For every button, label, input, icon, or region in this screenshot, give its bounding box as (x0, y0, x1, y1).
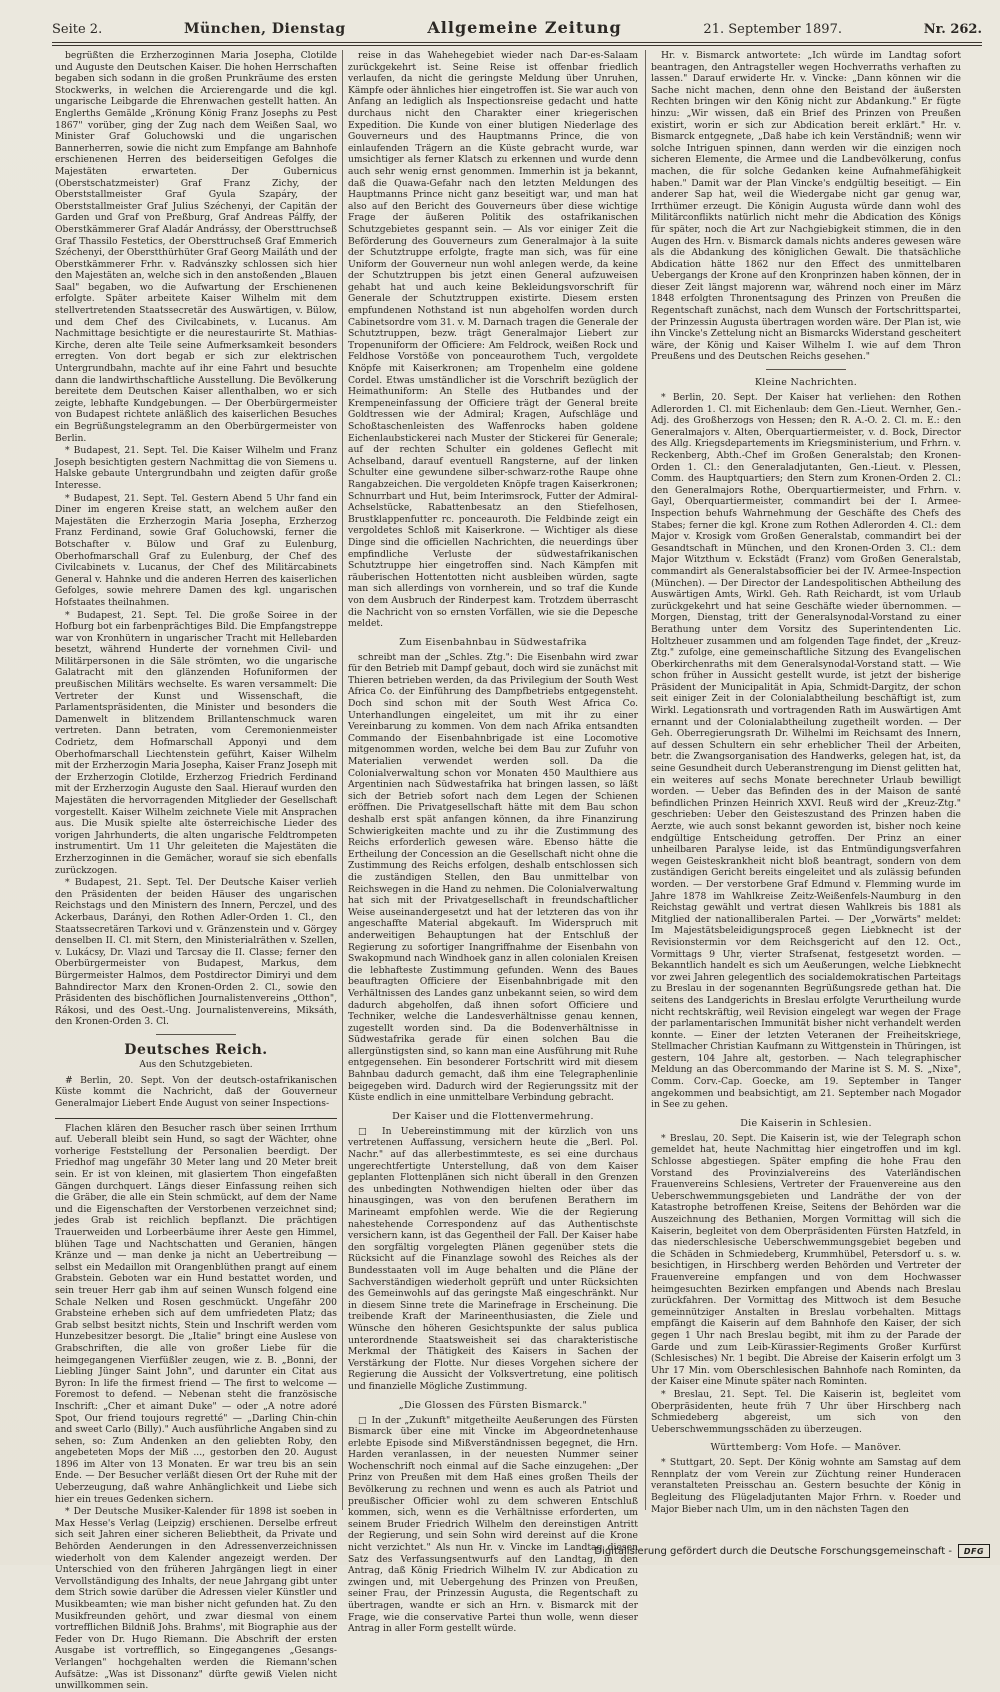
article-paragraph: * Budapest, 21. Sept. Tel. Gestern Abend 5 Uhr fand ein Diner im engeren Kreise statt, an welchem außer den Majestäten die Erzherzogin Maria Josepha, Erzherzog Franz Ferdinand, sowie Graf Goluchowski, ferner die Botschafter v. Bülow und Graf zu Eulenburg, Oberhofmarschall Graf zu Eulenburg, der Chef des Civilcabinets v. Lucanus, der Chef des Militärcabinets General v. Hahnke und die anderen Herren des kaiserlichen Gefolges, sowie mehrere Damen des kgl. ungarischen Hofstaates theilnahmen. (55, 492, 337, 608)
page-number: Seite 2. (52, 22, 103, 37)
issue-number: Nr. 262. (923, 22, 982, 37)
article-paragraph: * Stuttgart, 20. Sept. Der König wohnte am Samstag auf dem Rennplatz der vom Verein zur Züchtung reiner Hunderacen veranstalteten Preisschau an. Gestern besuchte der König in Begleitung des Flügeladjutanten Major Frhrn. v. Roeder und Major Bieber nach Ulm, um in den nächsten Tagen den (651, 1457, 961, 1515)
article-paragraph: reise in das Wahehegebiet wieder nach Dar-es-Salaam zurückgekehrt ist. Seine Reise ist offenbar friedlich verlaufen, da nicht die geringste Meldung über Unruhen, Kämpfe oder ähnliches hier eingetroffen ist. Sie war auch von Anfang an lediglich als Inspectionsreise gedacht und hatte durchaus nicht den Charakter einer kriegerischen Expedition. Die Kunde von einer blutigen Niederlage des Gouverneurs und des Hauptmanns Prince, die von einlaufenden Trägern an die Küste gebracht wurde, war umsichtiger als ferner Klatsch zu erkennen und wurde denn auch sehr wenig ernst genommen. Immerhin ist ja bekannt, daß die Quawa-Gefahr nach den letzten Meldungen des Hauptmanns Prince nicht ganz beseitigt war, und man hat also auf den Bericht des Gouverneurs über diese wichtige Frage der äußeren Politik des ostafrikanischen Schutzgebietes gespannt sein. — Als vor einiger Zeit die Beförderung des Gouverneurs zum Generalmajor à la suite der Schutztruppe erfolgte, fragte man sich, was für eine Uniform der Gouverneur nun wohl anlegen werde, da keine der Schutztruppen bis jetzt einen General aufzuweisen gehabt hat und auch keine Bekleidungsvorschrift für Generale der Schutztruppen existirte. Diesem ersten empfundenen Nothstand ist nun abgeholfen worden durch Cabinetsordre vom 31. v. M. Darnach tragen die Generale der Schutztruppen, bezw. trägt Generalmajor Liebert zur Tropenuniform der Officiere: Am Feldrock, weißen Rock und Feldhose Vorstöße von ponceaurothem Tuch, vergoldete Knöpfe mit Kaiserkronen; am Tropenhelm eine goldene Cordel. Etwas umständlicher ist die Vorschrift bezüglich der Heimathuniform: An Stelle des Hutbandes und der Krempeneinfassung der Officiere trägt der General breite Goldtressen wie der Admiral; Kragen, Aufschläge und Schoßtaschenleisten des Waffenrocks haben goldene Eichenlaubstickerei nach Muster der Stickerei für Generale; auf der rechten Schulter ein goldenes Geflecht mit Achselband, darauf eventuell Rangsterne, auf der linken Schulter eine gewundene silber-schwarz-rothe Raupe ohne Rangabzeichen. Die vergoldeten Knöpfe tragen Kaiserkronen; Schnurrbart und Hut, beim Interimsrock, Futter der Admiral-Achselstücke, Rabattenbesatz an den Stiefelhosen, Brustklappenfutter rc. ponceauroth. Die Feldbinde zeigt ein vergoldetes Schloß mit Kaiserkrone. — Wichtiger als diese Dinge sind die officiellen Nachrichten, die neuerdings über empfindliche Verluste der südwestafrikanischen Schutztruppe hier eingetroffen sind. Nach Kämpfen mit räuberischen Hottentotten nicht ausbleiben würden, sagte man sich allerdings von vornherein, und so traf die Kunde von dem Ausbruch der Rinderpest kam. Trotzdem überrascht die Nachricht von so ernsten Vorfällen, wie sie die Depesche meldet. (348, 50, 638, 630)
article-heading: Kleine Nachrichten. (754, 377, 858, 389)
section-heading: Deutsches Reich. (124, 1041, 268, 1058)
dfg-logo-icon: DFG (958, 1544, 990, 1558)
article-paragraph: * Budapest, 21. Sept. Tel. Die Kaiser Wilhelm und Franz Joseph besichtigten gestern Nachmittag die von Siemens u. Halske gebaute Untergrundbahn und zeigten dafür große Interesse. (55, 445, 337, 491)
article-paragraph: * Berlin, 20. Sept. Der Kaiser hat verliehen: den Rothen Adlerorden 1. Cl. mit Eichenlaub: dem Gen.-Lieut. Wernher, Gen.-Adj. des Großherzogs von Hessen; den R. A.-O. 2. Cl. m. E.: den Generalmajors v. Alten, Oberquartiermeister, v. d. Bock, Director des Allg. Kriegsdepartements im Kriegsministerium, und Frhrn. v. Reckenberg, Abth.-Chef im Großen Generalstab; den Kronen-Orden 1. Cl.: den Generaladjutanten, Gen.-Lieut. v. Plessen, Comm. des Hauptquartiers; den Stern zum Kronen-Orden 2. Cl.: den Generalmajors Rothe, Oberquartiermeister, und Frhrn. v. Gayl, Oberquartiermeister, commandirt bei der I. Armee-Inspection behufs Wahrnehmung der Geschäfte des Chefs des Stabes; ferner die kgl. Krone zum Rothen Adlerorden 4. Cl.: dem Major v. Krosigk vom Großen Generalstab, commandirt bei der Gesandtschaft in München, und den Kronen-Orden 3. Cl.: dem Major Witzthum v. Eckstädt (Franz) vom Großen Generalstab, commandirt als Generalstabsofficier bei der IV. Armee-Inspection (München). — Der Director der Landespolitischen Abtheilung des Auswärtigen Amts, Wirkl. Geh. Rath Reichardt, ist vom Urlaub zurückgekehrt und hat seine Geschäfte wieder übernommen. — Morgen, Dienstag, tritt der Generalsynodal-Vorstand zu einer Berathung unter dem Vorsitz des Superintendenten Lic. Holtzheuer zusammen und am folgenden Tage findet, der „Kreuz-Ztg." zufolge, eine gemeinschaftliche Sitzung des Evangelischen Oberkirchenraths mit dem Generalsynodal-Vorstand statt. — Wie schon früher in Aussicht gestellt wurde, ist jetzt der bisherige Präsident der Municipalität in Apia, Schmidt-Dargitz, der schon seit einiger Zeit in der Colonialabtheilung beschäftigt ist, zum Wirkl. Legationsrath und vortragenden Rath im Auswärtigen Amt ernannt und der Colonialabtheilung zugetheilt worden. — Der Geh. Oberregierungsrath Dr. Wilhelmi im Reichsamt des Innern, auf dessen Schultern ein sehr erheblicher Theil der Arbeiten, betr. die Zwangsorganisation des Handwerks, gelegen hat, ist, da seine Gesundheit durch Ueberanstrengung im Dienst gelitten hat, ein weiteres auf sechs Monate berechneter Urlaub bewilligt worden. — Ueber das Befinden des in der Maison de santé befindlichen Prinzen Heinrich XXVI. Reuß wird der „Kreuz-Ztg." geschrieben: Ueber den Geisteszustand des Prinzen haben die Aerzte, wie auch sonst bekannt geworden ist, bisher noch keine endgültige Entscheidung getroffen. Der Prinz an einer unheilbaren Paralyse leide, ist das Entmündigungsverfahren wegen Geisteskrankheit nicht bloß beantragt, sondern von dem zuständigen Gericht bereits eingeleitet und als zulässig befunden worden. — Der verstorbene Graf Edmund v. Flemming wurde im Jahre 1878 im Wahlkreise Zeitz-Weißenfels-Naumburg in den Reichstag gewählt und vertrat diesen Wahlkreis bis 1881 als Mitglied der nationalliberalen Partei. — Der „Vorwärts" meldet: Im Majestätsbeleidigungsproceß gegen Liebknecht ist der Revisionstermin vor dem Reichsgericht auf den 12. Oct., Vormittags 9 Uhr, vierter Strafsenat, festgesetzt worden. — Bekanntlich handelt es sich um Aeußerungen, welche Liebknecht vor zwei Jahren gelegentlich des socialdemokratischen Parteitags zu Breslau in der sogenannten Begrüßungsrede gethan hat. Die seitens des Landgerichts in Breslau erfolgte Verurtheilung wurde nicht rechtskräftig, weil Revision eingelegt war wegen der Frage der parlamentarischen Immunität bisher nicht verhandelt werden konnte. — Einer der letzten Veteranen der Freiheitskriege, Stellmacher Christian Kaufmann zu Wittgenstein in Thüringen, ist gestern, 104 Jahre alt, gestorben. — Nach telegraphischer Meldung an das Obercommando der Marine ist S. M. S. „Nixe", Comm. Corv.-Cap. Goecke, am 19. September in Tanger angekommen und beabsichtigt, am 21. September nach Mogador in See zu gehen. (651, 392, 961, 1111)
article-heading: Der Kaiser und die Flottenvermehrung. (392, 1110, 594, 1122)
article-paragraph: # Berlin, 20. Sept. Von der deutsch-ostafrikanischen Küste kommt die Nachricht, daß der Gouverneur Generalmajor Liebert Ende August von seiner Inspections- (55, 1074, 337, 1110)
article-paragraph: * Budapest, 21. Sept. Tel. Die große Soiree in der Hofburg bot ein farbenprächtiges Bild. Die Empfangstreppe war von Kronhütern in ungarischer Tracht mit Hellebarden besetzt, während Hunderte der vornehmen Civil- und Militärpersonen in die Säle strömten, wo die ungarische Galatracht mit den glänzenden Hofuniformen der preußischen Militärs wechselte. Es waren versammelt: Die Vertreter der Kunst und Wissenschaft, die Parlamentspräsidenten, die Minister und besonders die Damenwelt in blitzendem Brillantenschmuck waren vertreten. Dann betraten, vom Ceremonienmeister Codrietz, dem Hofmarschall Apponyi und dem Oberhofmarschall Liechtenstein geführt, Kaiser Wilhelm mit der Erzherzogin Maria Josepha, Kaiser Franz Joseph mit der Erzherzogin Clotilde, Erzherzog Friedrich Ferdinand mit der Erzherzogin Auguste den Saal. Hierauf wurden den Majestäten die hervorragenden Mitglieder der Gesellschaft vorgestellt. Kaiser Wilhelm zeichnete Viele mit Ansprachen aus. Die Musik spielte alte österreichische Lieder des vorigen Jahrhunderts, die alten ungarische Feldtrompeten instrumentirt. Um 11 Uhr geleiteten die Majestäten die Erzherzoginnen in die Gemächer, worauf sie sich ebenfalls zurückzogen. (55, 609, 337, 876)
article-paragraph: * Budapest, 21. Sept. Tel. Der Deutsche Kaiser verlieh den Präsidenten der beiden Häuser des ungarischen Reichstags und den Ministern des Innern, Perczel, und des Ackerbaus, Darányi, den Rothen Adler-Orden 1. Cl., den Staatssecretären Tarkovi und v. Gränzenstein und v. Görgey denselben II. Cl. mit Stern, den Ministerialräthen v. Szellen, v. Lukácsy, Dr. Vlazi und Tarcsay die II. Classe; ferner den Oberbürgermeister von Budapest, Markus, dem Bürgermeister Halmos, dem Postdirector Dimiryi und dem Bahndirector Marx den Kronen-Orden 2. Cl., sowie den Präsidenten des bischöflichen Journalistenvereins „Otthon", Rákosi, und des Oest.-Ung. Journalistenvereins, Miksáth, den Kronen-Orden 3. Cl. (55, 877, 337, 1028)
masthead-rule-thin (52, 45, 982, 46)
section-subheading: Aus den Schutzgebieten. (139, 1059, 253, 1070)
article-paragraph: * Breslau, 20. Sept. Die Kaiserin ist, wie der Telegraph schon gemeldet hat, heute Nachmittag hier eingetroffen und im kgl. Schlosse abgestiegen. Später empfing die hohe Frau den Vorstand des Provinzialvereins des Vaterländischen Frauenvereins Schlesiens, Vertreter der Frauenvereine aus den Ueberschwemmungsgebieten und Landräthe der von der Katastrophe betroffenen Kreise, Seitens der Behörden war die Auszeichnung des Bethanien, Morgen Vormittag will sich die Kaiserin, begleitet von dem Oberpräsidenten Fürsten Hatzfeld, in das niederschlesische Ueberschwemmungsgebiet begeben und die Schäden in Schmiedeberg, Krummhübel, Petersdorf u. s. w. besichtigen, in Hirschberg werden Behörden und Vertreter der Frauenvereine empfangen und von dem Hochwasser heimgesuchten Bezirken empfangen und Abends nach Breslau zurückfahren. Der Vormittag des Mittwoch ist dem Besuche gemeinnütziger Anstalten in Breslau vorbehalten. Mittags empfängt die Kaiserin auf dem Bahnhofe den Kaiser, der sich gegen 1 Uhr nach Breslau begibt, mit ihm zu der Parade der Garde und zum Leib-Kürassier-Regiments Großer Kurfürst (Schlesisches) Nr. 1 begibt. Die Abreise der Kaiserin erfolgt um 3 Uhr 17 Min. vom Oberschlesischen Bahnhofe nach Rominten, da der Kaiser eine Minute später nach Rominten. (651, 1132, 961, 1388)
article-paragraph: * Breslau, 21. Sept. Tel. Die Kaiserin ist, begleitet vom Oberpräsidenten, heute früh 7 Uhr über Hirschberg nach Schmiedeberg abgereist, um sich von den Ueberschwemmungsschäden zu überzeugen. (651, 1388, 961, 1435)
column-1 (55, 50, 337, 1692)
article-heading: „Die Glossen des Fürsten Bismarck." (398, 1399, 588, 1411)
article-paragraph: □ In Uebereinstimmung mit der kürzlich von uns vertretenen Auffassung, versichern heute die „Berl. Pol. Nachr." auf das allerbestimmteste, es sei eine durchaus ungerechtfertigte Unterstellung, daß von dem Kaiser geplanten Flottenplänen sich nicht überall in den Grenzen des unbedingten Nothwendigen hielten oder über das hinausgingen, was von den berufenen Berathern im Marineamt empfohlen werde. Wie die der Regierung nahestehende Correspondenz auf das Authentischste versichern kann, ist das Gegentheil der Fall. Der Kaiser habe den sorgfältig vorgelegten Plänen gegenüber stets die Rücksicht auf die Finanzlage sowohl des Reiches als der Bundesstaaten voll im Auge behalten und die Pläne der Sachverständigen wiederholt geprüft und unter Rücksichten des Gemeinwohls auf das geringste Maß eingeschränkt. Nur in diesem Sinne trete die Marinefrage in Erscheinung. Die treibende Kraft der Marineenthusiasten, die Ziele und Wünsche den höheren Gesichtspunkte der salus publica unterordnende Staatsweisheit sei das charakteristische Merkmal der Thätigkeit des Kaisers in Sachen der Verstärkung der Flotte. Nur dieses Vorgehen sichere der Regierung die Aussicht der Volksvertretung, eine politisch und finanzielle Mögliche Zustimmung. (348, 1125, 638, 1392)
masthead (52, 18, 982, 40)
article-heading: Zum Eisenbahnbau in Südwestafrika (399, 636, 587, 648)
section-divider (766, 369, 846, 370)
article-paragraph: □ In der „Zukunft" mitgetheilte Aeußerungen des Fürsten Bismarck über eine mit Vincke im Abgeordnetenhause erlebte Episode sind Mißverständnissen begegnet, die Hrn. Harden veranlassen, in der neuesten Nummer seiner Wochenschrift noch einmal auf die Sache einzugehen: „Der Prinz von Preußen mit dem Haß eines großen Theils der Bevölkerung zu rechnen und wenn es auch als Patriot und preußischer Officier wohl zu dem schweren Entschluß kommen, sich, wenn es die Verhältnisse erforderten, um seinem Bruder Friedrich Wilhelm den dereinstigen Antritt der Regierung, und sein Sohn wird dereinst auf die Krone nicht verzichtet." Als nun Hr. v. Vincke im Landtag diesen Satz des Verfassungsentwurfs auf den Landtag, in den Antrag, daß König Friedrich Wilhelm IV. zur Abdication zu zwingen und, mit Uebergehung des Prinzen von Preußen, seiner Frau, der Prinzessin Augusta, die Regentschaft zu übertragen, wandte er sich an Hrn. v. Bismarck mit der Frage, wie die conservative Partei thun wolle, wenn dieser Antrag in aller Form gestellt würde. (348, 1414, 638, 1635)
masthead-rule (52, 42, 982, 43)
article-heading: Württemberg: Vom Hofe. — Manöver. (710, 1442, 902, 1454)
feuilleton-paragraph: Flachen klären den Besucher rasch über seinen Irrthum auf. Ueberall bleibt sein Hund, so sagt der Wächter, ohne vorherige Feststellung der Personalien beerdigt. Der Friedhof mag ungefähr 30 Meter lang und 20 Meter breit sein. Er ist von kleinen, mit glasiertem Thon eingefaßten Gängen durchquert. Längs dieser Einfassung reihen sich die Gräber, die alle ein Stein schmückt, auf dem der Name und die Eigenschaften der Verstorbenen verzeichnet sind; jedes Grab ist reichlich bepflanzt. Die prächtigen Trauerweiden und Lorbeerbäume ihrer Aeste gen Himmel, blühen Tage und Nachtschatten und Geranien, hängen Kränze und — man denke ja nicht an Uebertreibung — selbst ein Medaillon mit Orangenblüthen prangt auf einem Grabstein. Geboten war ein Hund bestattet worden, und sein treuer Herr gab ihm auf seinen Wunsch folgend eine Schale Nelken und Rosen geschmückt. Ungefähr 200 Grabsteine erheben sich auf dem umfriedeten Platz; das Grab selbst besitzt nichts, Stein und Inschrift werden vom Hunzebesitzer besorgt. Die „Italie" bringt eine Auslese von Grabschriften, die alle von großer Liebe für die heimgegangenen Vierfüßler zeugen, wie z. B. „Bonni, der Liebling Jünger Saint John", und darunter ein Citat aus Byron: In life the firmest friend — The first to welcome — Foremost to defend. — Nebenan steht die französische Inschrift: „Cher et aimant Duke" — oder „A notre adoré Spot, Our friend toujours regretté" — „Darling Chin-chin and sweet Carlo (Billy)." Auch ausführliche Angaben sind zu sehen, so: Zum Andenken an den geliebten Roby, den angebeteten Mops der Miß ..., gestorben den 20. August 1896 im Alter von 13 Monaten. Er war treu bis an sein Ende. — Der Besucher verläßt diesen Ort der Ruhe mit der Ueberzeugung, daß wahre Anhänglichkeit und Liebe sich hier ein treues Gedenken sichern. (55, 1122, 337, 1505)
article-heading: Die Kaiserin in Schlesien. (740, 1117, 872, 1129)
article-paragraph: schreibt man der „Schles. Ztg.": Die Eisenbahn wird zwar für den Betrieb mit Dampf gebaut, doch wird sie zunächst mit Thieren betrieben werden, da das Privilegium der South West Africa Co. der Einführung des Dampfbetriebs entgegensteht. Doch sind schon mit der South West Africa Co. Unterhandlungen eingeleitet, um mit ihr zu einer Vereinbarung zu kommen. Von dem nach Afrika entsandten Commando der Eisenbahnbrigade ist eine Locomotive mitgenommen worden, welche bei dem Bau zur Zufuhr von Materialien verwendet werden soll. Da die Colonialverwaltung schon vor Monaten 450 Maulthiere aus Argentinien nach Südwestafrika hat bringen lassen, so läßt sich der Betrieb sofort nach dem Legen der Schienen eröffnen. Die Privatgesellschaft hätte mit dem Bau schon deshalb erst spät anfangen können, da ihre Finanzirung Schwierigkeiten machte und zu ihr die Zustimmung des Reichs erforderlich gewesen wäre. Ebenso hätte die Ertheilung der Concession an die Gesellschaft nicht ohne die Zustimmung des Reichs erfolgen, deshalb entschlossen sich die zuständigen Stellen, den Bau unmittelbar von Reichswegen in die Hand zu nehmen. Die Colonialverwaltung hat sich mit der Privatgesellschaft in freundschaftlicher Weise auseinandergesetzt und hat der letzteren das von ihr angeschaffte Material abgekauft. Im Widerspruch mit anderweitigen Behauptungen hat der Entschluß der Regierung zu sofortiger Inangriffnahme der Eisenbahn von Swakopmund nach Windhoek ganz in allen colonialen Kreisen die lebhafteste Zustimmung gefunden. Wenn des Baues beauftragten Officiere der Eisenbahnbrigade mit den Verhältnissen des Landes ganz unbekannt seien, so wird dem dadurch abgeholfen, daß ihnen sofort Officiere und Techniker, welche die Landesverhältnisse genau kennen, zugestellt worden sind. Da die Bodenverhältnisse in Südwestafrika gerade für einen solchen Bau die allergünstigsten sind, so kann man eine Ausführung mit Ruhe entgegensehen. Ein besonderer Fortschritt wird mit diesem Bahnbau dadurch gemacht, daß ihm eine Telegraphenlinie beigegeben wird. Dadurch wird der Regierungssitz mit der Küste endlich in eine unmittelbare Verbindung gebracht. (348, 651, 638, 1104)
column-3 (651, 50, 961, 1515)
newspaper-title: Allgemeine Zeitung (427, 18, 622, 37)
section-divider (156, 1034, 236, 1035)
column-divider (645, 50, 646, 1510)
digitization-footer (560, 1543, 990, 1559)
column-2 (348, 50, 638, 1635)
article-paragraph: begrüßten die Erzherzoginnen Maria Josepha, Clotilde und Auguste den Deutschen Kaiser. Die hohen Herrschaften begaben sich sodann in die großen Prunkräume des ersten Stockwerks, in welchen die Arcierengarde und die kgl. ungarische Leibgarde die Ehrenwachen gestellt hatten. An Englerths Gemälde „Krönung König Franz Josephs zu Pest 1867" vorüber, ging der Zug nach dem Weißen Saal, wo Minister Graf Goluchowski und die ungarischen Bannerherren, sowie die nicht zum Empfange am Bahnhofe erschienenen Herren des beiderseitigen Gefolges die Majestäten erwarteten. Der Gubernicus (Oberstschatzmeister) Graf Franz Zichy, der Oberststallmeister Graf Gyula Szapáry, der Oberststallmeister Graf Julius Széchenyi, der Capitän der Garden und Graf von Preßburg, Graf Andreas Pálffy, der Oberstkämmerer Graf Aladár Andrássy, der Obersttruchseß Graf Thassilo Festetics, der Obersttruchseß Graf Emmerich Széchenyi, der Oberstthürhüter Graf Georg Mailáth und der Oberstkämmerer Frhr. v. Radvánszky schlossen sich hier den Majestäten an, welche sich in den anstoßenden „Blauen Saal" begaben, wo die Aufwartung der Erschienenen erfolgte. Später arbeitete Kaiser Wilhelm mit dem stellvertretenden Staatssecretär des Auswärtigen, v. Bülow, und dem Chef des Civilcabinets, v. Lucanus. Am Nachmittage besichtigte er die neurestaurirte St. Mathias-Kirche, deren alte Teile seine Aufmerksamkeit besonders erregten. Von dort begab er sich zur elektrischen Untergrundbahn, machte auf ihr eine Fahrt und besuchte dann die landwirthschaftliche Ausstellung. Die Bevölkerung bereitete dem Deutschen Kaiser allenthalben, wo er sich zeigte, lebhafte Kundgebungen. — Der Oberbürgermeister von Budapest richtete anläßlich des kaiserlichen Besuches ein Begrüßungstelegramm an den Oberbürgermeister von Berlin. (55, 50, 337, 444)
issue-date: 21. September 1897. (703, 22, 842, 37)
footer-credit: Digitalisierung gefördert durch die Deutsche Forschungsgemeinschaft - (594, 1545, 952, 1557)
article-paragraph: Hr. v. Bismarck antwortete: „Ich würde im Landtag sofort beantragen, den Antragsteller wegen Hochverraths verhaften zu lassen." Darauf erwiderte Hr. v. Vincke: „Dann können wir die Sache nicht machen, denn ohne den Beistand der äußersten Rechten bringen wir den König nicht zur Abdankung." Er fügte hinzu: „Wir wissen, daß ein Brief des Prinzen von Preußen existirt, worin er sich zur Abdication bereit erklärt." Hr. v. Bismarck entgegnete, „Daß habe ich kein Verständniß; wenn wir solche Intriguen spinnen, dann werden wir die einzigen noch sicheren Elemente, die Armee und die Landbevölkerung, confus machen, die für solche Gedanken keine Aufnahmefähigkeit haben." Damit war der Plan Vincke's endgültig beseitigt. — Ein anderer Sap hat, weil die Wiedergabe nicht gar genug war, Irrthümer erzeugt. Die Königin Augusta würde dann wohl des Militärconflikts natürlich nicht mehr die Abdication des Königs für später, noch die Art zur Nachgiebigkeit stimmen, die in den Augen des Hrn. v. Bismarck damals nichts anderes gewesen wäre als die Abdankung des königlichen Gewalt. Die thatsächliche Abdication hätte 1862 nur den Effect des unmittelbaren Uebergangs der Krone auf den Kronprinzen haben können, der in dieser Zeit längst majorenn war, während noch einer im März 1848 erfolgten Thronentsagung des Prinzen von Preußen die Regentschaft zunächst, nach dem Wunsch der Fortschrittspartei, der Prinzessin Augusta übertragen worden wäre. Der Plan ist, wie ihn Vincke's Zettelung nicht an Bismarcks Widerstand gescheitert wäre, der König und Kaiser Wilhelm I. wie auf dem Thron Preußens und des Deutschen Reichs gesehen." (651, 50, 961, 363)
feuilleton-paragraph: * Der Deutsche Musiker-Kalender für 1898 ist soeben in Max Hesse's Verlag (Leipzig) erschienen. Derselbe erfreut sich seit Jahren einer sicheren Beliebtheit, da Private und Behörden Aenderungen in den Adressenverzeichnissen wiederholt von dem Kalender angezeigt werden. Der Unterschied von den früheren Jahrgängen liegt in einer Vervollständigung des Inhalts, der neue Jahrgang gibt unter dem Strich sowie darüber die Adressen vieler Künstler und Musikbeamten; wie man bisher nicht gefunden hat. Zu den Musikfreunden gehört, und zwar diesmal von einem vortrefflichen Bildniß Johs. Brahms', mit Biographie aus der Feder von Dr. Hugo Riemann. Die Abschrift der ersten Ausgabe ist vortrefflich, so Eingegangenes „Gesangs-Verlangen" hochgehalten werden die Riemann'schen Aufsätze: „Was ist Dissonanz" dürfte gewiß Vielen nicht unwillkommen sein. (55, 1506, 337, 1692)
feuilleton-rule (55, 1118, 337, 1119)
column-divider (342, 50, 343, 1510)
place-date-line: München, Dienstag (183, 21, 346, 37)
